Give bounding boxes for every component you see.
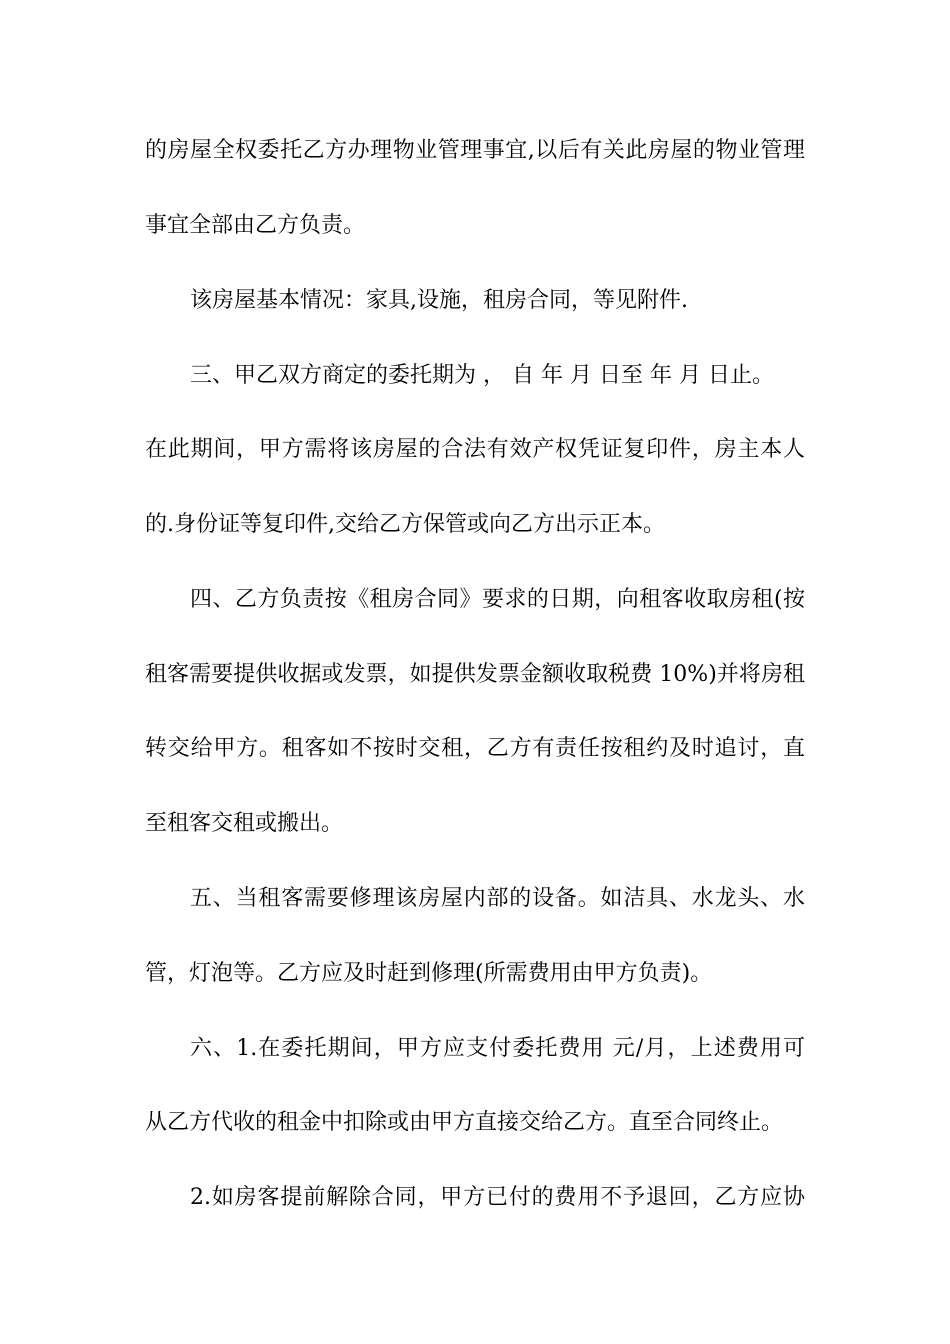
text-line: 转交给甲方。租客如不按时交租，乙方有责任按租约及时追讨，直 (145, 736, 805, 761)
text-line: 从乙方代收的租金中扣除或由甲方直接交给乙方。直至合同终止。 (145, 1110, 784, 1135)
text-line: 至租客交租或搬出。 (145, 811, 344, 836)
text-line: 租客需要提供收据或发票，如提供发票金额收取税费 10%)并将房租 (145, 662, 805, 687)
text-line: 三、甲乙双方商定的委托期为 ， 自 年 月 日至 年 月 日止。 (190, 363, 774, 388)
text-line: 2.如房客提前解除合同，甲方已付的费用不予退回，乙方应协 (190, 1185, 805, 1210)
text-line: 该房屋基本情况：家具,设施，租房合同，等见附件. (190, 288, 688, 313)
text-line: 在此期间，甲方需将该房屋的合法有效产权凭证复印件，房主本人 (145, 437, 805, 462)
text-line: 五、当租客需要修理该房屋内部的设备。如洁具、水龙头、水 (190, 886, 805, 911)
text-line: 事宜全部由乙方负责。 (145, 213, 366, 238)
text-line: 的房屋全权委托乙方办理物业管理事宜,以后有关此房屋的物业管理 (145, 138, 805, 163)
text-line: 六、1.在委托期间，甲方应支付委托费用 元/月，上述费用可 (190, 1036, 805, 1061)
text-line: 四、乙方负责按《租房合同》要求的日期，向租客收取房租(按 (190, 587, 805, 612)
text-line: 的.身份证等复印件,交给乙方保管或向乙方出示正本。 (145, 512, 665, 537)
text-line: 管，灯泡等。乙方应及时赶到修理(所需费用由甲方负责)。 (145, 961, 713, 986)
